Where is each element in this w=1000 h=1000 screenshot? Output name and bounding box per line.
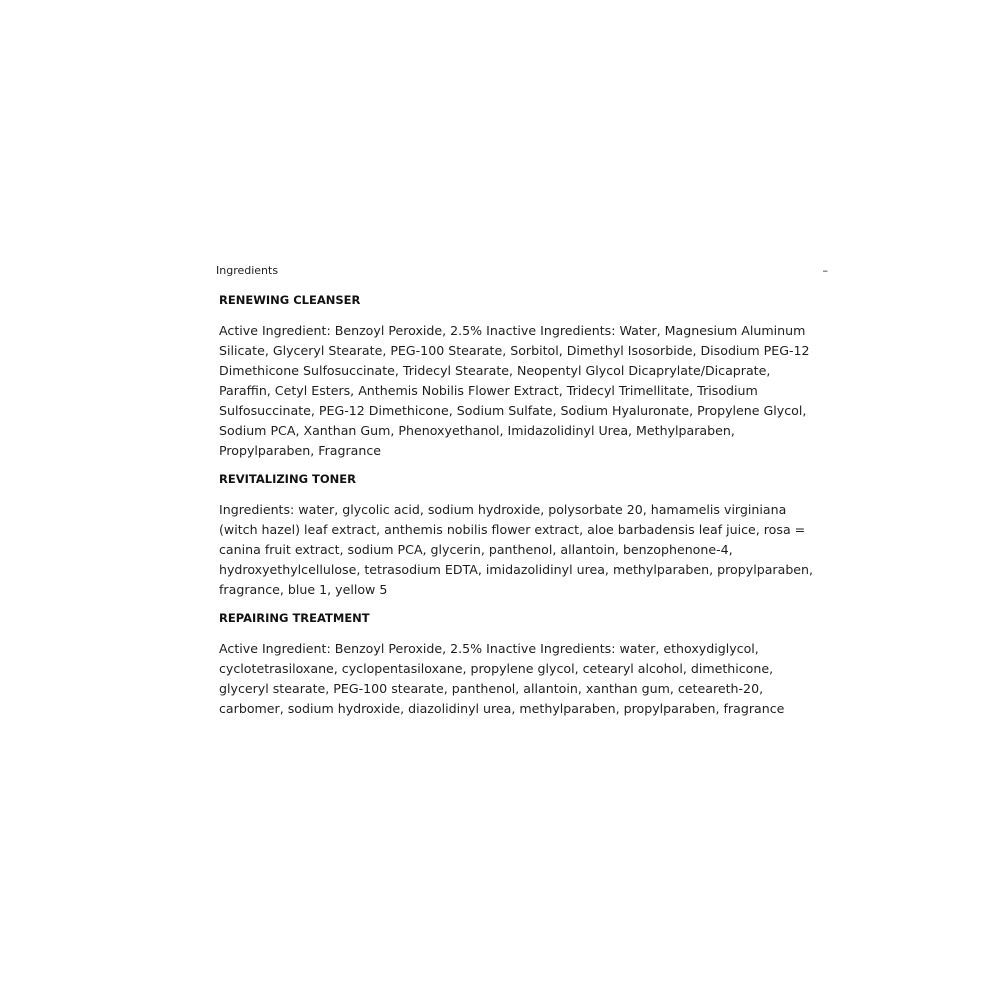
section-heading-toner: REVITALIZING TONER xyxy=(219,472,356,486)
collapse-icon[interactable]: – xyxy=(822,263,828,277)
section-body-cleanser: Active Ingredient: Benzoyl Peroxide, 2.5% Inactive Ingredients: Water, Magnesium Aluminum Silicate, Glyceryl Stearate, PEG-100 Stearate, Sorbitol, Dimethyl Isosorbide, Disodium PEG-12 Dimethicone Sulfosuccinate, Tridecyl Stearate, Neopentyl Glycol Dicaprylate/Dicaprate, Paraffin, Cetyl Esters, Anthemis Nobilis Flower Extract, Tridecyl Trimellitate, Trisodium Sulfosuccinate, PEG-12 Dimethicone, Sodium Sulfate, Sodium Hyaluronate, Propylene Glycol, Sodium PCA, Xanthan Gum, Phenoxyethanol, Imidazolidinyl Urea, Methylparaben, Propylparaben, Fragrance xyxy=(219,323,810,458)
section-heading-treatment: REPAIRING TREATMENT xyxy=(219,611,370,625)
section-body-toner: Ingredients: water, glycolic acid, sodium hydroxide, polysorbate 20, hamamelis virginiana (witch hazel) leaf extract, anthemis nobilis flower extract, aloe barbadensis leaf juice, rosa = canina fruit extract, sodium PCA, glycerin, panthenol, allantoin, benzophenone-4, hydroxyethylcellulose, tetrasodium EDTA, imidazolidinyl urea, methylparaben, propylparaben, fragrance, blue 1, yellow 5 xyxy=(219,502,814,597)
section-heading-cleanser: RENEWING CLEANSER xyxy=(219,293,361,307)
accordion-title: Ingredients xyxy=(216,263,279,277)
ingredients-accordion-header[interactable] xyxy=(216,262,828,278)
section-body-treatment: Active Ingredient: Benzoyl Peroxide, 2.5% Inactive Ingredients: water, ethoxydiglycol, cyclotetrasiloxane, cyclopentasiloxane, propylene glycol, cetearyl alcohol, dimethicone, glyceryl stearate, PEG-100 stearate, panthenol, allantoin, xanthan gum, ceteareth-20, carbomer, sodium hydroxide, diazolidinyl urea, methylparaben, propylparaben, fragrance xyxy=(219,641,785,716)
accordion-content xyxy=(216,278,824,719)
ingredients-accordion xyxy=(216,262,828,729)
